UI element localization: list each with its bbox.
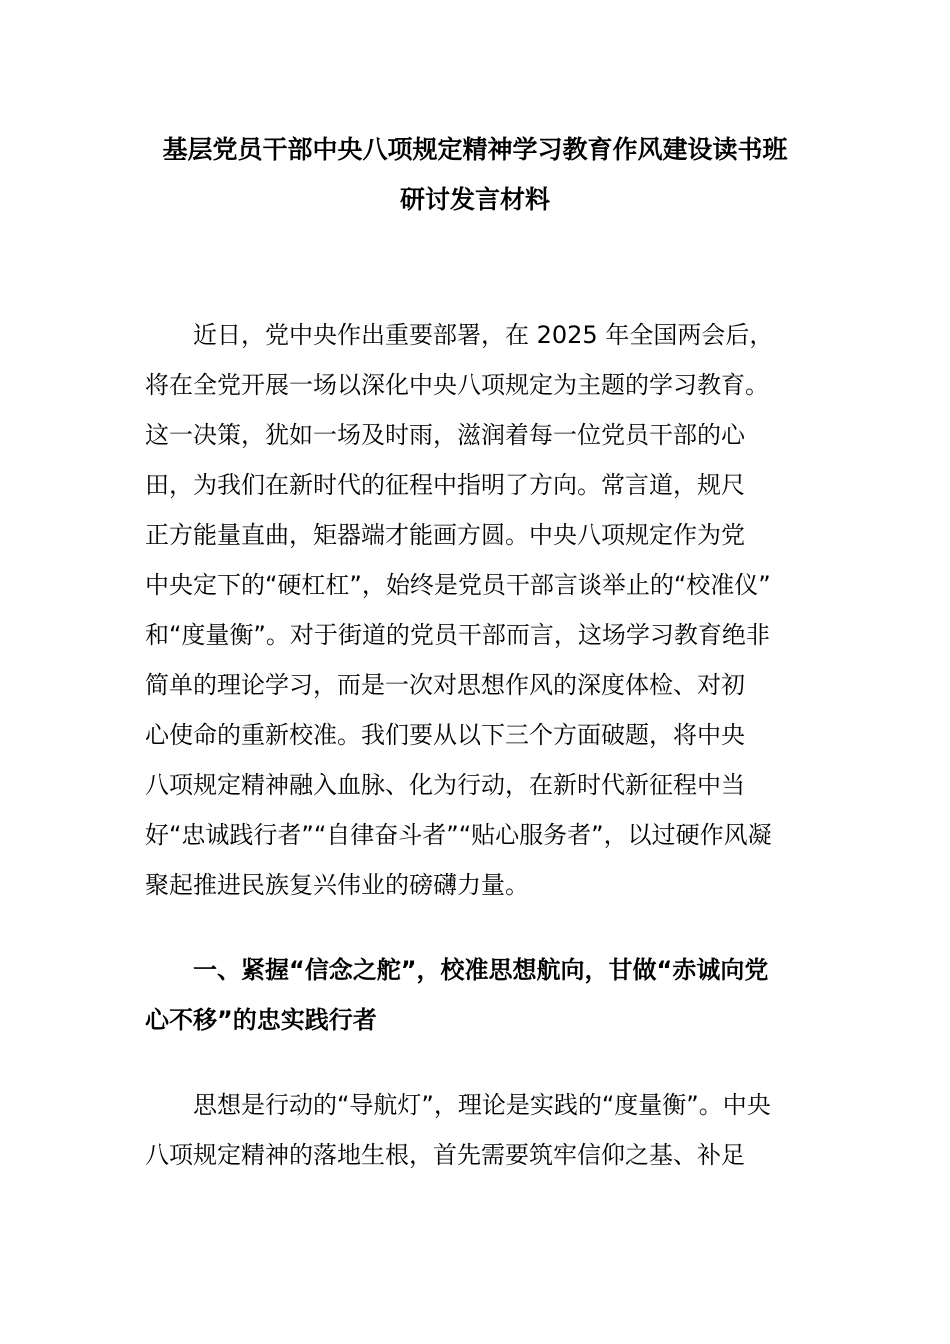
section-1-heading-line: 一、紧握“信念之舵”，校准思想航向，甘做“赤诚向党 (193, 956, 769, 984)
intro-paragraph-line: 聚起推进民族复兴伟业的磅礴力量。 (145, 871, 529, 899)
intro-paragraph-line: 好“忠诚践行者”“自律奋斗者”“贴心服务者”，以过硬作风凝 (145, 821, 772, 849)
document-title-line-1: 基层党员干部中央八项规定精神学习教育作风建设读书班 (162, 135, 788, 164)
intro-paragraph-line: 近日，党中央作出重要部署，在 2025 年全国两会后， (193, 321, 774, 349)
document-title-line-2: 研讨发言材料 (399, 185, 550, 214)
intro-paragraph-line: 这一决策，犹如一场及时雨，滋润着每一位党员干部的心 (145, 421, 745, 449)
intro-paragraph-line: 田，为我们在新时代的征程中指明了方向。常言道，规尺 (145, 471, 745, 499)
section-1-paragraph-line: 八项规定精神的落地生根，首先需要筑牢信仰之基、补足 (145, 1141, 745, 1169)
intro-paragraph-line: 心使命的重新校准。我们要从以下三个方面破题，将中央 (145, 721, 745, 749)
intro-paragraph-line: 简单的理论学习，而是一次对思想作风的深度体检、对初 (145, 671, 745, 699)
intro-paragraph-line: 八项规定精神融入血脉、化为行动，在新时代新征程中当 (145, 771, 745, 799)
section-1-paragraph-line: 思想是行动的“导航灯”，理论是实践的“度量衡”。中央 (193, 1091, 771, 1119)
intro-paragraph-line: 中央定下的“硬杠杠”，始终是党员干部言谈举止的“校准仪” (145, 571, 771, 599)
intro-paragraph-line: 将在全党开展一场以深化中央八项规定为主题的学习教育。 (145, 371, 769, 399)
intro-paragraph-line: 正方能量直曲，矩器端才能画方圆。中央八项规定作为党 (145, 521, 745, 549)
intro-paragraph-line: 和“度量衡”。对于街道的党员干部而言，这场学习教育绝非 (145, 621, 770, 649)
section-1-heading-line: 心不移”的忠实践行者 (145, 1006, 377, 1034)
